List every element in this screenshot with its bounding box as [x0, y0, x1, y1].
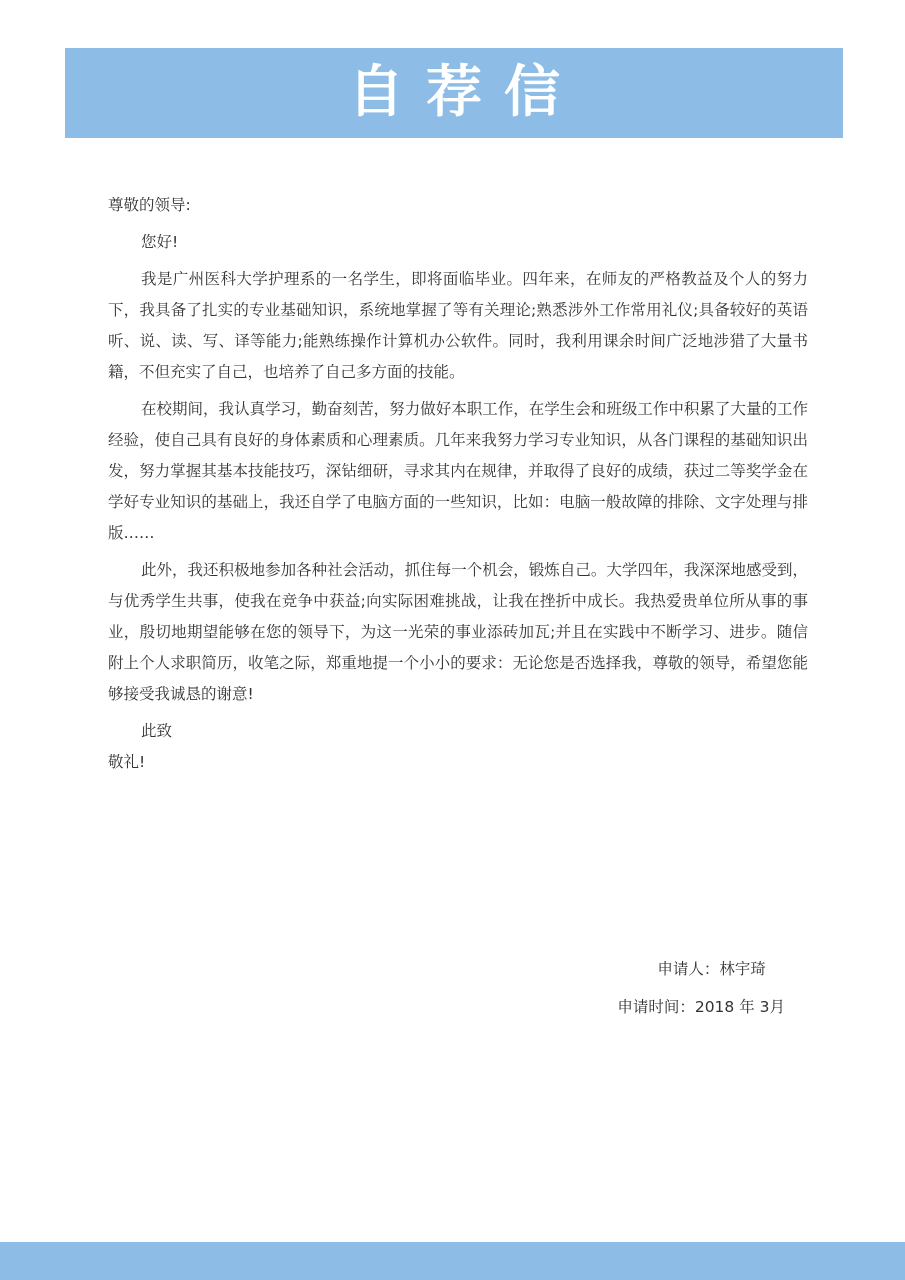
- paragraph-activities: 此外，我还积极地参加各种社会活动，抓住每一个机会，锻炼自己。大学四年，我深深地感受到，与优秀学生共事，使我在竞争中获益;向实际困难挑战，让我在挫折中成长。我热爱贵单位所从事的事业，殷切地期望能够在您的领导下，为这一光荣的事业添砖加瓦;并且在实践中不断学习、进步。随信附上个人求职简历，收笔之际，郑重地提一个小小的要求：无论您是否选择我，尊敬的领导，希望您能够接受我诚恳的谢意!: [108, 561, 808, 703]
- title-banner: [65, 48, 843, 138]
- paragraph-campus-life: 在校期间，我认真学习，勤奋刻苦，努力做好本职工作，在学生会和班级工作中积累了大量的工作经验，使自己具有良好的身体素质和心理素质。几年来我努力学习专业知识，从各门课程的基础知识出发，努力掌握其基本技能技巧，深钻细研，寻求其内在规律，并取得了良好的成绩，获过二等奖学金在学好专业知识的基础上，我还自学了电脑方面的一些知识，比如：电脑一般故障的排除、文字处理与排版……: [108, 400, 808, 542]
- closing-jing-li: 敬礼!: [108, 753, 146, 771]
- greeting: 您好!: [141, 233, 179, 251]
- page-title: 自荐信: [348, 60, 582, 125]
- paragraph-education: 我是广州医科大学护理系的一名学生，即将面临毕业。四年来，在师友的严格教益及个人的努力下，我具备了扎实的专业基础知识，系统地掌握了等有关理论;熟悉涉外工作常用礼仪;具备较好的英语听、说、读、写、译等能力;能熟练操作计算机办公软件。同时，我利用课余时间广泛地涉猎了大量书籍，不但充实了自己，也培养了自己多方面的技能。: [108, 270, 808, 381]
- application-date: 申请时间：2018 年 3月: [617, 998, 785, 1016]
- closing-ci-zhi: 此致: [141, 722, 173, 740]
- signature-block: [617, 950, 785, 1026]
- footer-bar: [0, 1242, 905, 1280]
- letter-body: [108, 190, 808, 778]
- applicant-name: 申请人：林宇琦: [657, 960, 766, 978]
- salutation: 尊敬的领导:: [108, 196, 191, 214]
